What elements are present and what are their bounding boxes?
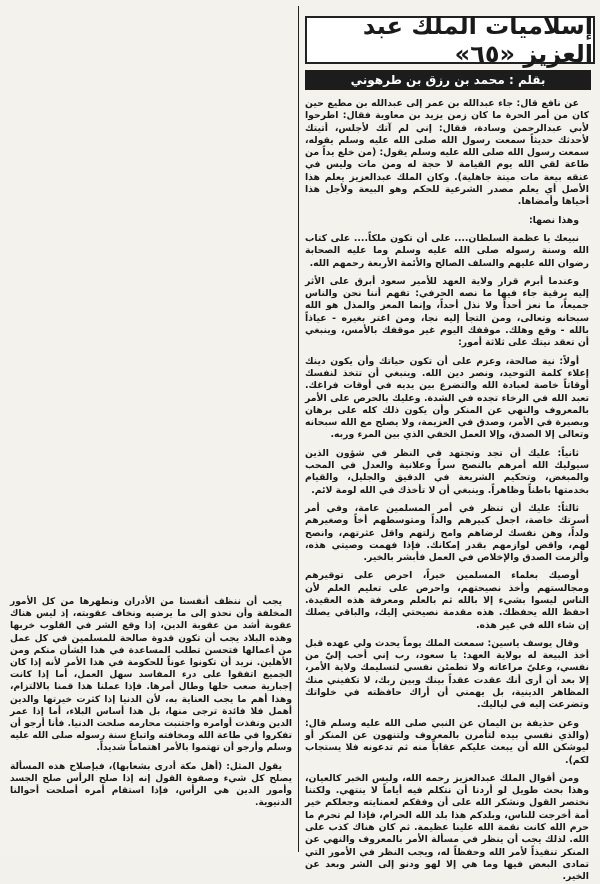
article-paragraph: ومن أقوال الملك عبدالعزيز رحمه الله، وليس الخبر كالعيان، وهذا بحث طويل لو أردنا أن نتكلم فيه أياماً لا ينتهي. ولكننا نختصر القول ونشكر الله على أن وفقكم لعمنايته وجعلكم خير أمة أخرجت للناس، وبلدكم هذا بلد الله الحرام، فإذا لم تحرم ما حرم الله كانت نقمة الله علينا عظيمة. ثم كان هناك كذب على الله. لذلك يجب أن ينظر في مسألة الأمر بالمعروف والنهي عن المنكر تنفيذاً لأمر الله وحفظاً له، ويجب النظر في الأمور التي تمادى البعض فيها وما هي إلا لهو ودنو إلى الشر وبعد عن الخير. [305,772,589,883]
article-paragraph: وقال يوسف ياسين: سمعت الملك يوماً يحدث ولي عهده قبل أخذ البيعة له بولاية العهد: يا سعود، رب إني أحب إليّ من نفسي، وعليّ مراعاته ولا تطمئن نفسي لتسليمك ولاية الأمر، إلا بعد أن أرى أنك عقدت عقداً بينك وبين ربك، لا تكفيني منك المظاهر الدينية، بل يهمني أن أراك حافظته في خلواتك وتضرعت إليه في لياليك. [305,637,589,711]
article-paragraph: نبيعك يا عظمة السلطان.... على أن تكون ملكاً.... على كتاب الله وسنة رسوله صلى الله عليه وسلم وما عليه الصحابة رضوان الله عليهم والسلف الصالح والأئمة الأربعة رحمهم الله. [305,232,589,269]
article-paragraph: ثالثاً: عليك أن تنظر في أمر المسلمين عامة، وفي أمر أسرتك خاصة، اجعل كبيرهم والداً ومتوسطهم أخاً وصغيرهم ولداً، وهن نفسك لرضاهم وامح زلتهم واقل عثرتهم، وانصح لهم، واقض لوازمهم بقدر إمكانك. فإذا فهمت وصيتي هذه، وألزمت الصدق والإخلاص في العمل فأبشر بالخير. [305,502,589,564]
blank-area [10,6,290,586]
article-paragraph: أوصيك بعلماء المسلمين خيراً، احرص على توقيرهم ومجالستهم وأخذ نصيحتهم، واحرص على تعليم العلم لأن الناس ليسوا بشيء إلا بالله ثم بالعلم ومعرفة هذه العقيدة. احفظ الله يحفظك. هذه مقدمة نصيحتي إليك، والباقي يصلك إن شاء الله في غير هذه. [305,570,589,631]
article-main-column [298,6,595,883]
article-paragraph: وعندما أبرم قرار ولاية العهد للأمير سعود أبرق على الأثر إليه برقية جاء فيها ما نصه الحرفي: تفهم أننا نحن والناس جميعاً، ما نعز أحداً ولا نذل أحداً، وإنما المعز والمذل هو الله سبحانه وتعالى، ومن التجأ إليه نجا، ومن اغتر بغيره - عياذاً بالله - وقع وهلك. موقفك اليوم غير موقفك بالأمس، وينبغي أن تعقد نيتك على ثلاثة أمور: [305,275,589,349]
article-body [305,98,589,883]
article-paragraph: يجب أن ننظف أنفسنا من الأدران ونطهرها من كل الأمور المخلفة وأن نحذو إلى ما يرضيه ونخاف عقوبته، إذ ليس هناك عقوبة أشد من عقوبة الدين، إذا وقع الشر في القلوب خربها وهذه البلاد يجب أن تكون قدوة صالحة للمسلمين في كل عمل من أعمالها فتحسن تطلب المساعدة في هذا الشأن منكم ومن الأهلين. نريد أن تكونوا عوناً للحكومة في هذا الأمر لأنه إذا كان الجميع اتفقوا على درء المفاسد سهل العمل، أما إذا كانت إجبارية صعب حلها وطال أمرها. فإذا عملنا هذا قمنا بالالتزام، وهذا أهم ما يجب العناية به، لأن الدنيا إذا كثرت خيرتها والدين أهمل فلا فائدة ترجى منها، بل هذا أساس البلاء، أما إذا عمر الدين ونفذت أوامره واجتنبت محارمه صلحت الدنيا. فأنا أرجو أن تفكروا في طاعة الله ومخافته واتباع سنة رسوله صلى الله عليه وسلم وأرجو أن تهتموا بالأمر اهتماماً شديداً. [10,597,292,754]
article-paragraph: عن نافع قال: جاء عبدالله بن عمر إلى عبدالله بن مطيع حين كان من أمر الحرة ما كان زمن يزيد بن معاوية فقال: اطرحوا لأبي عبدالرحمن وسادة، فقال: إني لم آتك لأجلس، أتيتك لأحدثك حديثاً سمعت رسول الله صلى الله عليه وسلم يقوله، سمعت رسول الله صلى الله عليه وسلم يقول: (من خلع يداً من طاعة لقي الله يوم القيامة لا حجة له ومن مات وليس في عنقه بيعة مات ميتة جاهلية). وكان الملك عبدالعزيز يعلم هذا الأصل أي يعلم مصدر الشرعية للحكم وهو البيعة ولأجل هذا أحياها وأمضاها. [305,98,589,208]
article-continuation-column [10,596,292,834]
article-paragraph: ثانياً: عليك أن تجد وتجتهد في النظر في شؤون الذين سيوليك الله أمرهم بالنصح سراً وعلانية والعدل في المحب والمبغض، وتحكيم الشريعة في الدقيق والجليل، والقيام بخدمتها باطناً وظاهراً. وينبغي أن لا تأخذك في الله لومة لائم. [305,447,589,496]
article-title-box [305,12,595,68]
article-byline: بقلم : محمد بن رزق بن طرهوني [305,70,591,90]
article-paragraph: وهذا نصها: [528,214,579,226]
article-paragraph: أولاً: نية صالحة، وعزم على أن تكون حياتك وأن يكون دينك إعلاء كلمة التوحيد، ونصر دين الله. وينبغي أن تتخذ لنفسك أوقاتاً خاصة لعبادة الله والتضرع بين يديه في أوقات فراغك. تعبد الله في الرخاء تجده في الشدة. وعليك بالحرص على الأمر بالمعروف والنهي عن المنكر وأن يكون ذلك كله على برهان وبصيرة في الأمر، وصدق في العزيمة، ولا يصلح مع الله سبحانه وتعالى إلا الصدق، وإلا العمل الخفي الذي بين المرء وربه. [305,355,589,441]
article-title: إسلاميات الملك عبد العزيز «٦٥» [362,12,593,68]
article-paragraph: وعن حذيفة بن اليمان عن النبي صلى الله عليه وسلم قال: (والذي نفسي بيده لتأمرن بالمعروف ولتنهون عن المنكر أو ليوشكن الله أن يبعث عليكم عقاباً منه ثم تدعونه فلا يستجاب لكم). [305,717,589,766]
article-paragraph: يقول المثل: (أهل مكة أدرى بشعابها)، فبإصلاح هذه المسألة يصلح كل شيء وصفوة القول إنه إذا صلح الرأس صلح الجسد وأمور الدين هي الرأس، فإذا استقام أمره أصلحت أحوالنا الدنيوية. [10,761,292,809]
